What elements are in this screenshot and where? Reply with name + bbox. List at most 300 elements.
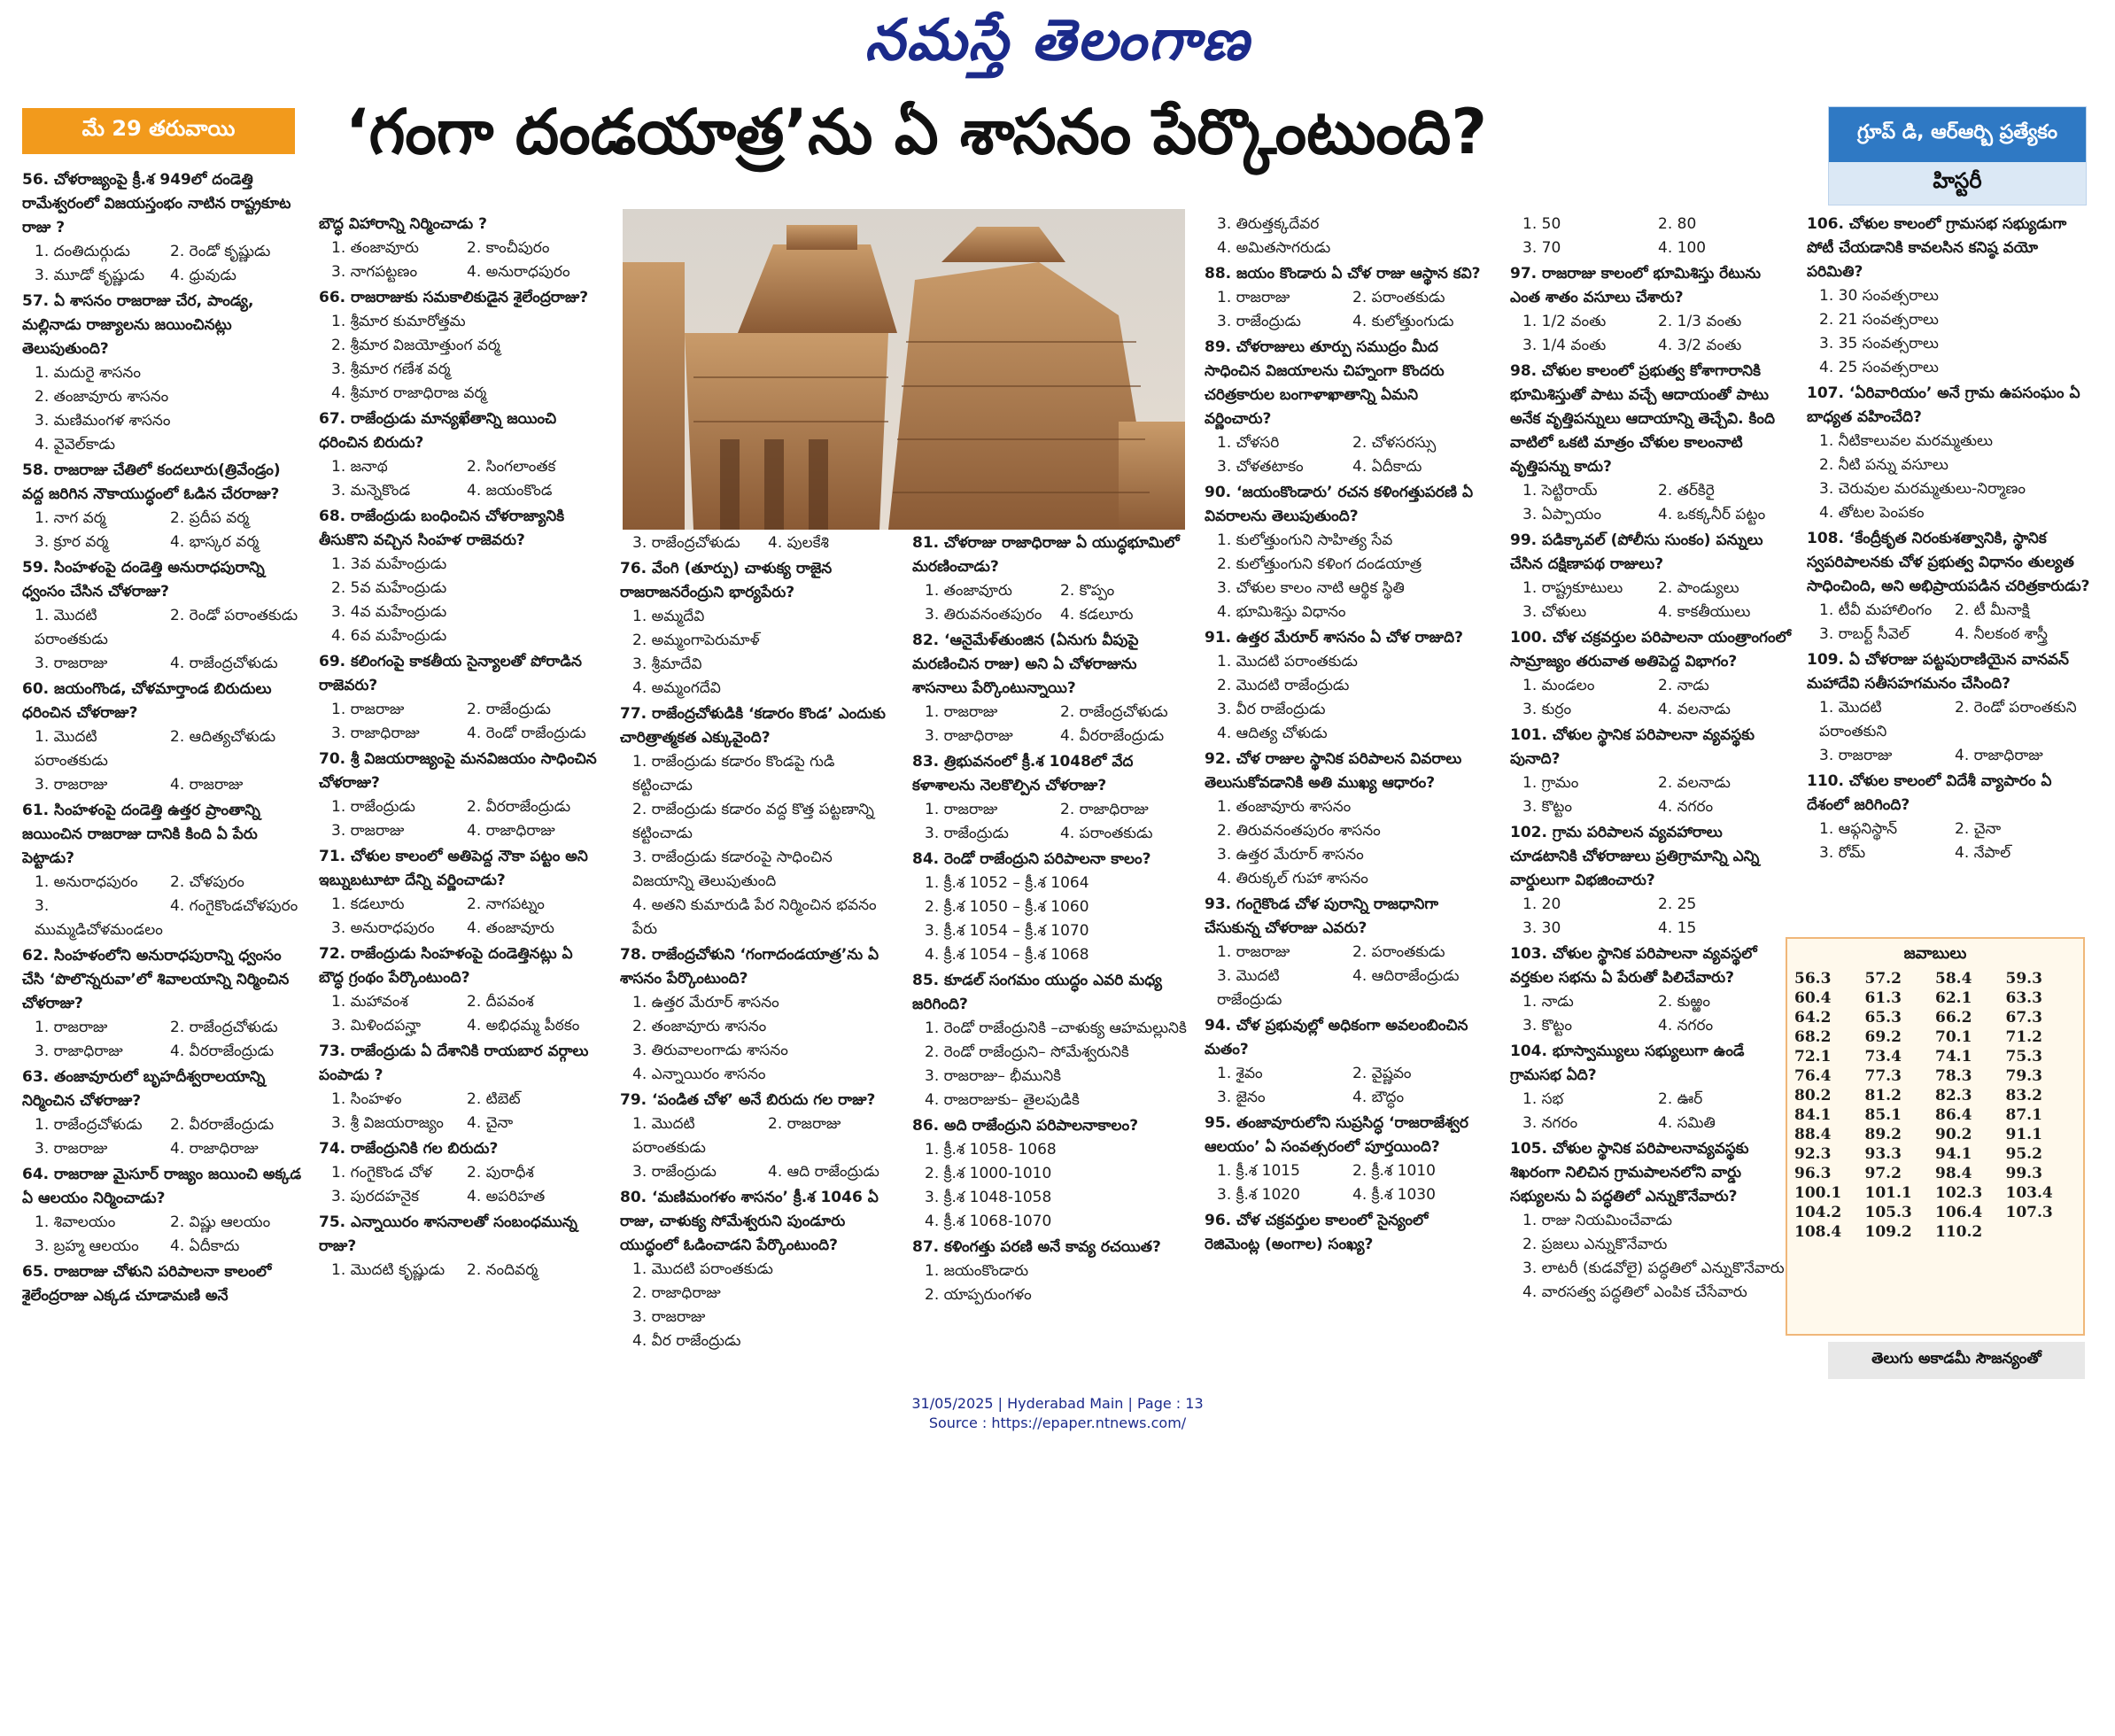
question-column-6 — [1510, 213, 1793, 1417]
option-item: 3. లాటరీ (కుడవోలై) పద్ధతిలో ఎన్నుకొనేవారు — [1522, 1259, 1785, 1277]
option-item: 3. శ్రీమాదేవి — [632, 655, 702, 673]
answer-cell: 104.2 — [1794, 1204, 1842, 1221]
option-item: 3. ఏప్పాయం — [1522, 506, 1601, 523]
option-item: 1. ఉత్తర మేరూర్ శాసనం — [632, 994, 779, 1011]
option-item: 1. రాజరాజు — [925, 801, 998, 818]
question-block — [620, 702, 903, 942]
answer-cell: 80.2 — [1794, 1087, 1832, 1104]
option-item: 1. మొదటి పరాంతకుని — [1819, 699, 1887, 740]
credit-line: తెలుగు అకాడమీ సౌజన్యంతో — [1828, 1342, 2085, 1379]
option-item: 2. సింగలాంతక — [467, 458, 556, 476]
question-block — [1807, 770, 2090, 865]
option-item: 1. క్రీ.శ 1052 – క్రీ.శ 1064 — [925, 874, 1089, 892]
question-text: 67. రాజేంద్రుడు మాన్యఖేతాన్ని జయించి ధరించిన బిరుదు? — [319, 410, 557, 452]
option-item: 1. క్రీ.శ 1058- 1068 — [925, 1141, 1057, 1159]
question-options — [1807, 696, 2090, 768]
question-text: 57. ఏ శాసనం రాజరాజు చేర, పాండ్య, మల్లినాడు రాజ్యాలను జయించినట్లు తెలుపుతుంది? — [22, 292, 254, 358]
question-options — [319, 795, 602, 843]
question-block — [1510, 529, 1793, 624]
question-block — [1510, 1137, 1793, 1305]
question-block — [22, 678, 306, 797]
option-item: 3. రాజేంద్రుడు — [1217, 313, 1301, 330]
question-block — [1807, 648, 2090, 768]
option-item: 4. రెండో రాజేంద్రుడు — [467, 725, 586, 742]
option-item: 4. ఎన్నాయిరం శాసనం — [632, 1066, 766, 1083]
option-item: 1. గంగైకొండ చోళ — [331, 1164, 433, 1182]
answer-cell: 87.1 — [2005, 1106, 2042, 1124]
question-column-1 — [22, 168, 306, 1373]
question-block — [319, 1040, 602, 1135]
option-item: 2. తర్‌కిరై — [1658, 482, 1715, 500]
option-item: 4. అమితసాగరుడు — [1217, 239, 1331, 257]
question-block — [319, 942, 602, 1038]
option-item: 3. జైనం — [1217, 1089, 1266, 1106]
option-item: 3. రాజాధిరాజు — [925, 727, 1013, 745]
option-item: 1. టీవీ మహాలింగం — [1819, 601, 1933, 619]
question-block — [620, 1089, 903, 1184]
question-block — [319, 213, 602, 284]
option-item: 3. రాజేంద్రుడు కడారంపై సాధించిన విజయాన్ని తెలుపుతుంది — [632, 849, 833, 890]
option-item: 4. వీరరాజేంద్రుడు — [170, 1042, 275, 1060]
option-item: 4. రాజాధిరాజు — [467, 822, 555, 840]
option-item: 2. కులోత్తుంగుని కళింగ దండయాత్ర — [1217, 555, 1422, 573]
option-item: 3. మణిమంగళ శాసనం — [35, 412, 171, 430]
option-item: 3. కొట్టం — [1522, 1017, 1572, 1035]
question-text: 107. ‘ఏరివారియం’ అనే గ్రామ ఉపసంఘం ఏ బాధ్యత వహించేది? — [1807, 384, 2080, 426]
option-item: 3. రోమ్ — [1819, 844, 1866, 862]
option-item: 1. రాజు నియమించేవాడు — [1522, 1212, 1673, 1229]
option-item: 4. వీర రాజేంద్రుడు — [632, 1332, 741, 1350]
option-item: 4. తిరుక్కల్ గుహా శాసనం — [1217, 870, 1368, 887]
option-item: 3. రాజరాజు — [632, 1308, 706, 1326]
answer-cell: 64.2 — [1794, 1009, 1832, 1027]
answer-cell: 108.4 — [1794, 1223, 1842, 1241]
answer-cell: 89.2 — [1864, 1126, 1902, 1143]
option-item: 4. బౌద్ధం — [1352, 1089, 1405, 1106]
option-item: 4. జయంకొండ — [467, 482, 553, 500]
option-item: 1. సభ — [1522, 1090, 1564, 1108]
question-block — [1807, 382, 2090, 525]
question-options — [22, 871, 306, 942]
question-text: 78. రాజేంద్రచోళుని ‘గంగాదండయాత్ర’ను ఏ శాసనం పేర్కొంటుంది? — [620, 946, 879, 988]
option-item: 1. శివాలయం — [35, 1213, 116, 1231]
question-options — [319, 236, 602, 284]
option-item: 2. పురాధీశ — [467, 1164, 534, 1182]
option-item: 3. చోళులు — [1522, 603, 1587, 621]
option-item: 3. శ్రీమార గణేశ వర్మ — [331, 360, 451, 378]
answer-cell: 73.4 — [1864, 1048, 1902, 1066]
option-item: 3. రాజాధిరాజు — [35, 1042, 123, 1060]
question-text: 64. రాజరాజు మైసూర్ రాజ్యం జయించి అక్కడ ఏ ఆలయం నిర్మించాడు? — [22, 1166, 302, 1207]
option-item: 2. వైష్ణవం — [1352, 1065, 1412, 1082]
question-column-3 — [620, 531, 903, 1736]
question-text: 59. సింహళంపై దండెత్తి అనురాధపురాన్ని ధ్వంసం చేసిన చోళరాజు? — [22, 559, 265, 601]
answer-cell: 56.3 — [1794, 970, 1832, 988]
option-item: 1. శైవం — [1217, 1065, 1263, 1082]
option-item: 1. ఆఫ్గనిస్థాన్ — [1819, 820, 1898, 838]
question-text: 108. ‘కేంద్రీకృత నిరంకుశత్వానికి, స్థానిక స్వపరిపాలనకు చోళ ప్రభుత్వ విధానం తుల్యత సాధించింది, అని అభిప్రాయపడిన చరిత్రకారుడు? — [1807, 530, 2090, 595]
option-item: 2. పాండ్యులు — [1658, 579, 1739, 597]
question-block — [620, 557, 903, 701]
answer-cell: 110.2 — [1935, 1223, 1983, 1241]
question-text: 84. రెండో రాజేంద్రుని పరిపాలనా కాలం? — [912, 850, 1151, 868]
question-text: 62. సింహళంలోని అనురాధపురాన్ని ధ్వంసం చేసి ‘పొలొన్నరువా’లో శివాలయాన్ని నిర్మించిన చోళరాజు? — [22, 947, 290, 1012]
question-block — [620, 943, 903, 1087]
option-item: 3. మిళిందపన్హా — [331, 1017, 422, 1035]
option-item: 3. రాజరాజు — [331, 822, 405, 840]
option-item: 2. రాజాధిరాజు — [1060, 801, 1149, 818]
question-options — [319, 310, 602, 406]
question-text: 100. చోళ చక్రవర్తుల పరిపాలనా యంత్రాంగంలో సామ్రాజ్యం తరువాత అతిపెద్ద విభాగం? — [1510, 629, 1792, 670]
answer-cell: 93.3 — [1864, 1145, 1902, 1163]
option-item: 3. రాజేంద్రుడు — [925, 825, 1009, 842]
option-item: 1. రాజరాజు — [925, 703, 998, 721]
question-options — [319, 698, 602, 746]
option-item: 2. చోళసరస్సు — [1352, 434, 1437, 452]
option-item: 4. సమితి — [1658, 1114, 1716, 1132]
option-item: 2. వీరరాజేంద్రుడు — [467, 798, 571, 816]
question-text: 96. చోళ చక్రవర్తుల కాలంలో సైన్యంలో రెజిమెంట్ల (అంగాల) సంఖ్య? — [1205, 1212, 1429, 1253]
answer-cell: 98.4 — [1935, 1165, 1972, 1182]
question-options — [912, 798, 1196, 846]
option-item: 1. దంతిదుర్గుడు — [35, 243, 130, 260]
question-options — [1205, 941, 1488, 1012]
option-item: 4. భూమిశిస్తు విధానం — [1217, 603, 1346, 621]
option-item: 1. 3వ మహేంద్రుడు — [331, 555, 447, 573]
question-block — [1205, 893, 1488, 1012]
option-item: 1. చోళసరి — [1217, 434, 1280, 452]
option-item: 4. నగరం — [1658, 1017, 1714, 1035]
option-item: 4. అమ్మంగదేవి — [632, 679, 721, 697]
question-text: 101. చోళుల స్థానిక పరిపాలనా వ్యవస్థకు పునాది? — [1510, 726, 1755, 768]
question-block — [620, 1186, 903, 1353]
option-item: 4. భాస్కర వర్మ — [170, 533, 260, 551]
question-options — [1510, 310, 1793, 358]
answer-cell: 106.4 — [1935, 1204, 1983, 1221]
option-item: 4. కడలూరు — [1060, 606, 1134, 624]
question-block — [1205, 262, 1488, 334]
option-item: 3. శ్రీ విజయరాజ్యం — [331, 1114, 444, 1132]
option-item: 1. రాజరాజు — [35, 1019, 108, 1036]
question-text: 66. రాజరాజుకు సమకాలికుడైన శైలేంద్రరాజు? — [319, 289, 589, 306]
option-item: 1. 20 — [1522, 895, 1561, 913]
question-text: 71. చోళుల కాలంలో అతిపెద్ద నౌకా పట్టం అని ఇబ్నుబటూటా దేన్ని వర్ణించాడు? — [319, 848, 588, 889]
question-options — [620, 1112, 903, 1184]
answer-cell: 58.4 — [1935, 970, 1972, 988]
option-item: 4. అనురాధపురం — [467, 263, 570, 281]
answer-cell: 96.3 — [1794, 1165, 1832, 1182]
question-text: 58. రాజరాజు చేతిలో కందలూరు(త్రివేండ్రం) వద్ద జరిగిన నౌకాయుద్ధంలో ఓడిన చేరరాజు? — [22, 461, 281, 503]
option-item: 4. రాజరాజుకు– తైలపుడికి — [925, 1091, 1080, 1109]
option-item: 3. రాజరాజు — [35, 655, 108, 672]
option-item: 4. కులోత్తుంగుడు — [1352, 313, 1454, 330]
question-options — [319, 1161, 602, 1209]
question-text: 74. రాజేంద్రునికి గల బిరుదు? — [319, 1140, 499, 1158]
question-options — [1807, 599, 2090, 647]
question-text: 68. రాజేంద్రుడు బంధించిన చోళరాజ్యానికి తీసుకొని వచ్చిన సింహళ రాజెవరు? — [319, 508, 565, 549]
question-options — [912, 1138, 1196, 1234]
option-item: 1. రాష్ట్రకూటులు — [1522, 579, 1623, 597]
question-block — [912, 848, 1196, 967]
question-options — [620, 1258, 903, 1353]
option-item: 4. 15 — [1658, 919, 1697, 937]
option-item: 1. 1/2 వంతు — [1522, 313, 1607, 330]
question-block — [912, 531, 1196, 627]
option-item: 1. మదురై శాసనం — [35, 364, 141, 382]
question-options — [22, 1016, 306, 1064]
option-item: 3. మూడో కృష్ణుడు — [35, 267, 145, 284]
option-item: 4. వలనాడు — [1658, 701, 1731, 718]
question-options — [1205, 529, 1488, 624]
option-item: 3. రాజరాజు — [35, 1140, 108, 1158]
option-item: 4. 25 సంవత్సరాలు — [1819, 359, 1939, 376]
question-text: 99. పడిక్కావల్ (పోలీసు సుంకం) పన్నులు చేసిన దక్షిణాపథ రాజులు? — [1510, 531, 1763, 573]
option-item: 3. రాబర్ట్ సీవెల్ — [1819, 625, 1910, 643]
option-item: 4. ఏదీకాదు — [1352, 458, 1422, 476]
answer-cell: 81.2 — [1864, 1087, 1902, 1104]
option-item: 2. క్రీ.శ 1010 — [1352, 1162, 1436, 1180]
question-text: 109. ఏ చోళరాజు పట్టపురాణియైన వానవన్ మహాదేవి సతీసహగమనం చేసింది? — [1807, 651, 2069, 693]
question-text: 97. రాజరాజు కాలంలో భూమిశిస్తు రేటును ఎంత శాతం వసూలు చేశారు? — [1510, 265, 1762, 306]
answer-cell: 70.1 — [1935, 1028, 1972, 1046]
masthead-title: నమస్తే తెలంగాణ — [864, 7, 1251, 74]
option-item: 4. రాజాధిరాజు — [1955, 747, 2043, 764]
option-item: 4. క్రీ.శ 1068-1070 — [925, 1213, 1052, 1230]
question-text: 103. చోళుల స్థానిక పరిపాలనా వ్యవస్థలో వర్తకుల సభను ఏ పేరుతో పిలిచేవారు? — [1510, 945, 1757, 987]
question-block — [912, 1236, 1196, 1307]
question-options — [1510, 213, 1793, 260]
option-item: 2. క్రీ.శ 1050 – క్రీ.శ 1060 — [925, 898, 1089, 916]
option-item: 3. క్రీ.శ 1020 — [1217, 1186, 1300, 1204]
option-item: 3. రాజరాజు — [1819, 747, 1893, 764]
option-item: 4. చైనా — [467, 1114, 514, 1132]
option-item: 4. శ్రీమార రాజాధిరాజ వర్మ — [331, 384, 487, 402]
option-item: 4. నీలకంఠ శాస్త్రీ — [1955, 625, 2048, 643]
option-item: 1. రాజరాజు — [1217, 943, 1290, 961]
question-block — [1205, 1112, 1488, 1207]
option-item: 1. రాజేంద్రుడు — [331, 798, 415, 816]
option-item: 3. బ్రహ్మ ఆలయం — [35, 1237, 139, 1255]
option-item: 4. కాకతీయులు — [1658, 603, 1751, 621]
option-item: 3. కుర్రం — [1522, 701, 1572, 718]
option-item: 1. జనాథ — [331, 458, 388, 476]
question-options — [620, 750, 903, 942]
option-item: 4. అభిధమ్మ పీఠకం — [467, 1017, 580, 1035]
answer-cell: 100.1 — [1794, 1184, 1842, 1202]
option-item: 2. 80 — [1658, 215, 1697, 233]
option-item: 1. తంజావూరు — [925, 582, 1012, 600]
question-block — [319, 286, 602, 406]
answer-cell: 69.2 — [1864, 1028, 1902, 1046]
question-options — [1510, 674, 1793, 722]
option-item: 1. మొదటి పరాంతకుడు — [35, 728, 108, 770]
answer-cell: 57.2 — [1864, 970, 1902, 988]
question-text: 88. జయం కొండారు ఏ చోళ రాజు ఆస్థాన కవి? — [1205, 265, 1481, 283]
option-item: 1. మండలం — [1522, 677, 1595, 694]
question-block — [22, 290, 306, 457]
option-item: 2. చోళపురం — [170, 873, 244, 891]
question-text: 81. చోళరాజు రాజాధిరాజు ఏ యుద్ధభూమిలో మరణించాడు? — [912, 534, 1180, 576]
option-item: 3. పురదహనైక — [331, 1188, 420, 1205]
answer-cell: 91.1 — [2005, 1126, 2042, 1143]
question-block — [912, 750, 1196, 846]
question-text: 94. చోళ ప్రభువుల్లో అధికంగా అవలంబించిన మతం? — [1205, 1017, 1468, 1058]
question-text: 79. ‘పండిత చోళ’ అనే బిరుదు గల రాజు? — [620, 1091, 876, 1109]
question-options — [1807, 430, 2090, 525]
option-item: 2. రెండో పరాంతకుని — [1955, 699, 2077, 717]
question-text: 110. చోళుల కాలంలో విదేశీ వ్యాపారం ఏ దేశంలో జరిగింది? — [1807, 772, 2052, 814]
option-item: 2. నాగపట్నం — [467, 895, 545, 913]
temple-photo — [623, 209, 1185, 530]
answer-cell: 107.3 — [2005, 1204, 2053, 1221]
option-item: 3. తిరువనంతపురం — [925, 606, 1042, 624]
answer-cell: 97.2 — [1864, 1165, 1902, 1182]
option-item: 3. మొదటి రాజేంద్రుడు — [1217, 967, 1282, 1009]
question-block — [620, 531, 903, 555]
answer-cell: 83.2 — [2005, 1087, 2042, 1104]
question-options — [22, 507, 306, 554]
option-item: 2. నందివర్మ — [467, 1261, 538, 1279]
question-text: 106. చోళుల కాలంలో గ్రామసభ సభ్యుడుగా పోటీ చేయడానికి కావలసిన కనిష్ఠ వయో పరిమితి? — [1807, 215, 2067, 281]
option-item: 4. వారసత్వ పద్ధతిలో ఎంపిక చేసేవారు — [1522, 1283, 1747, 1301]
question-options — [912, 579, 1196, 627]
option-item: 2. రాజరాజు — [768, 1115, 841, 1133]
question-text: 75. ఎన్నాయిరం శాసనాలతో సంబంధమున్న రాజు? — [319, 1213, 577, 1255]
question-block — [319, 748, 602, 843]
answer-cell: 109.2 — [1864, 1223, 1912, 1241]
question-block — [1807, 213, 2090, 380]
option-item: 1. సింహళం — [331, 1090, 402, 1108]
option-item: 4. రాజరాజు — [170, 776, 244, 794]
question-options — [319, 893, 602, 941]
footer-edition: 31/05/2025 | Hyderabad Main | Page : 13 — [911, 1395, 1204, 1412]
option-item: 4. ఏదీకాదు — [170, 1237, 240, 1255]
option-item: 1. రాజేంద్రచోళుడు — [35, 1116, 143, 1134]
answer-cell: 60.4 — [1794, 989, 1832, 1007]
question-options — [1807, 284, 2090, 380]
question-block — [319, 650, 602, 746]
option-item: 2. అమ్మంగాపెరుమాళ్ — [632, 632, 760, 649]
question-text: 69. కలింగంపై కాకతీయ సైన్యాలతో పోరాడిన రాజెవరు? — [319, 653, 582, 694]
question-text: 65. రాజరాజు చోళుని పరిపాలనా కాలంలో శైలేంద్రరాజు ఎక్కడ చూడామణి అనే — [22, 1263, 272, 1305]
option-item: 1. మొదటి పరాంతకుడు — [1217, 653, 1358, 670]
option-item: 3. తిరువాలంగాడు శాసనం — [632, 1042, 788, 1059]
option-item: 3. తిరుత్తక్కదేవర — [1217, 215, 1320, 233]
question-block — [319, 845, 602, 941]
option-item: 3. చెరువుల మరమ్మతులు-నిర్మాణం — [1819, 480, 2026, 498]
option-item: 3. చోళతటాకం — [1217, 458, 1304, 476]
question-block — [912, 629, 1196, 748]
option-item: 3. 1/4 వంతు — [1522, 337, 1607, 354]
option-item: 2. ప్రదీప వర్మ — [170, 509, 250, 527]
answer-cell: 66.2 — [1935, 1009, 1972, 1027]
answer-key — [1786, 937, 2085, 1336]
question-text: 89. చోళరాజులు తూర్పు సముద్రం మీద సాధించిన విజయాలను చిహ్నంగా కొందరు చరిత్రకారుల బంగాళాఖాతాన్ని ఏమని వర్ణించారు? — [1205, 338, 1445, 428]
option-item: 2. నీటి పన్ను వసూలు — [1819, 456, 1948, 474]
option-item: 4. అతని కుమారుడి పేర నిర్మించిన భవనం పేరు — [632, 896, 877, 938]
question-text: 92. చోళ రాజుల స్థానిక పరిపాలన వివరాలు తెలుసుకోవడానికి అతి ముఖ్య ఆధారం? — [1205, 750, 1462, 792]
question-block — [22, 1163, 306, 1259]
question-text: 102. గ్రామ పరిపాలన వ్యవహారాలు చూడటానికి చోళరాజులు ప్రతిగ్రామాన్ని ఎన్ని వార్డులుగా విభజించారు? — [1510, 824, 1760, 889]
question-block — [1205, 1014, 1488, 1110]
question-text: 90. ‘జయంకొండారు’ రచన కళింగత్తుపరణి ఏ వివరాలను తెలుపుతుంది? — [1205, 484, 1474, 525]
question-text: 87. కళింగత్తు పరణి అనే కావ్య రచయిత? — [912, 1238, 1161, 1256]
answer-cell: 102.3 — [1935, 1184, 1983, 1202]
option-item: 4. పులకేశి — [768, 534, 829, 552]
answer-cell: 85.1 — [1864, 1106, 1902, 1124]
question-block — [912, 969, 1196, 1112]
option-item: 3. 70 — [1522, 239, 1561, 257]
question-block — [1205, 1209, 1488, 1257]
question-block — [1205, 336, 1488, 479]
question-options — [22, 604, 306, 676]
option-item: 2. రెండో రాజేంద్రుని– సోమేశ్వరునికి — [925, 1043, 1129, 1061]
question-block — [22, 1260, 306, 1308]
option-item: 2. పరాంతకుడు — [1352, 943, 1445, 961]
question-options — [912, 1259, 1196, 1307]
option-item: 4. నగరం — [1658, 798, 1714, 816]
question-block — [319, 1137, 602, 1209]
option-item: 4. ఒకక్కనీర్ పట్టం — [1658, 506, 1766, 523]
question-options — [22, 361, 306, 457]
question-options — [1205, 1159, 1488, 1207]
answer-cell: 94.1 — [1935, 1145, 1972, 1163]
question-block — [1807, 527, 2090, 647]
question-options — [319, 455, 602, 503]
option-item: 3. రాజరాజు — [35, 776, 108, 794]
headline: ‘గంగా దండయాత్ర’ను ఏ శాసనం పేర్కొంటుంది? — [345, 96, 1487, 168]
option-item: 4. ఆదిత్య చోళుడు — [1217, 725, 1328, 742]
option-item: 1. తంజావూరు శాసనం — [1217, 798, 1352, 816]
option-item: 2. రాజేంద్రుడు — [467, 701, 551, 718]
option-item: 1. మహావంశ — [331, 993, 408, 1011]
answer-cell: 68.2 — [1794, 1028, 1832, 1046]
answer-cell: 88.4 — [1794, 1126, 1832, 1143]
question-block — [1205, 748, 1488, 891]
question-text: 86. అది రాజేంద్రుని పరిపాలనాకాలం? — [912, 1117, 1139, 1135]
question-text: 56. చోళరాజ్యంపై క్రీ.శ 949లో దండెత్తి రామేశ్వరంలో విజయస్తంభం నాటిన రాష్ట్రకూట రాజు ? — [22, 171, 291, 236]
option-item: 4. ధ్రువుడు — [170, 267, 236, 284]
question-text: 98. చోళుల కాలంలో ప్రభుత్వ కోశాగారానికి భూమిశిస్తుతో పాటు వచ్చే ఆదాయంతో పాటు అనేక వృత్తిపన్నులు ఆదాయాన్ని తెచ్చేవి. కింది వాటిలో ఒకటి మాత్రం చోళుల కాలంనాటి వృత్తిపన్ను కాదు? — [1510, 362, 1776, 476]
option-item: 3. వీర రాజేంద్రుడు — [1217, 701, 1326, 718]
option-item: 1. రాజేంద్రుడు కడారం కొండపై గుడి కట్టించాడు — [632, 753, 835, 794]
question-block — [22, 799, 306, 942]
option-item: 1. కులోత్తుంగుని సాహిత్య సేవ — [1217, 531, 1393, 549]
answer-cell: 105.3 — [1864, 1204, 1912, 1221]
option-item: 2. క్రీ.శ 1000-1010 — [925, 1165, 1052, 1182]
answer-cell: 62.1 — [1935, 989, 1972, 1007]
section-badge — [1828, 106, 2087, 205]
option-item: 3. క్రూర వర్మ — [35, 533, 109, 551]
option-item: 2. రెండో పరాంతకుడు — [170, 607, 298, 624]
question-options — [1205, 213, 1488, 260]
option-item: 2. విష్ణు ఆలయం — [170, 1213, 271, 1231]
question-block — [22, 944, 306, 1064]
option-item: 4. తోటల పెంపకం — [1819, 504, 1925, 522]
question-options — [22, 1211, 306, 1259]
option-item: 1. జయంకొండారు — [925, 1262, 1029, 1280]
option-item: 2. టీ మీనాక్షి — [1955, 601, 2030, 619]
answer-cell: 76.4 — [1794, 1067, 1832, 1085]
question-text: 70. శ్రీ విజయరాజ్యంపై మనవిజయం సాధించిన చోళరాజు? — [319, 750, 597, 792]
option-item: 1. నీటికాలువల మరమ్మతులు — [1819, 432, 1993, 450]
option-item: 2. ఆదిత్యచోళుడు — [170, 728, 276, 746]
option-item: 1. నాగ వర్మ — [35, 509, 106, 527]
option-item: 1. మొదటి కృష్ణుడు — [331, 1261, 445, 1279]
answer-cell: 77.3 — [1864, 1067, 1902, 1085]
question-block — [1205, 213, 1488, 260]
answer-cell: 86.4 — [1935, 1106, 1972, 1124]
